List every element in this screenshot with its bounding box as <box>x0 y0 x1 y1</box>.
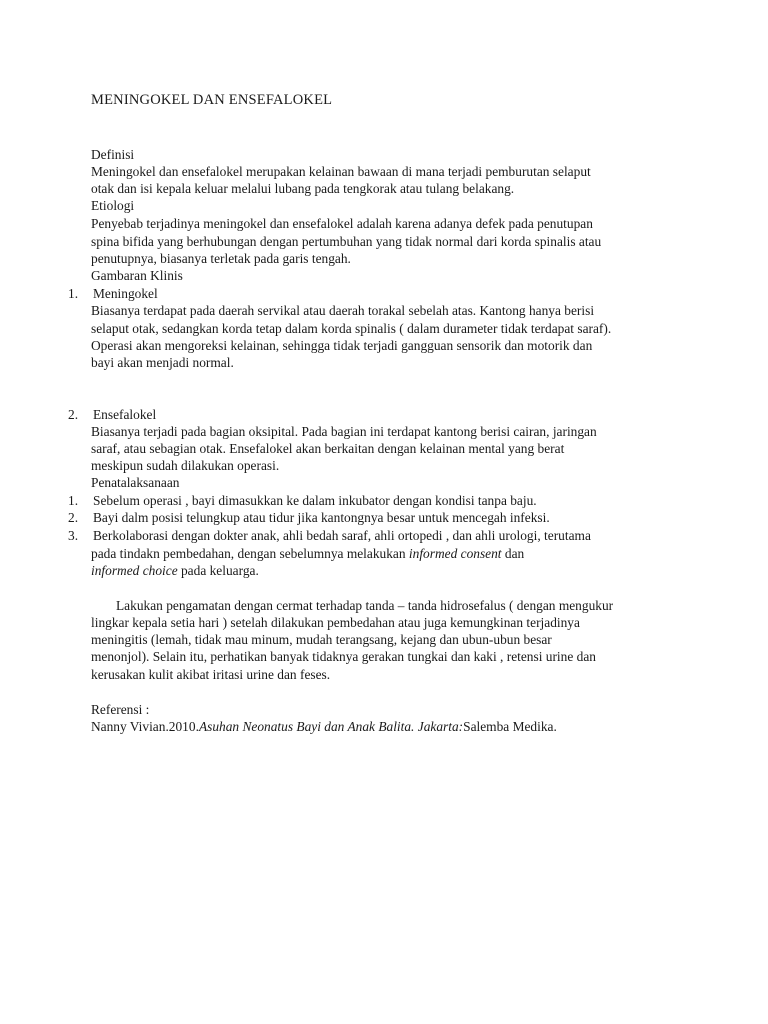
referensi-heading: Referensi : <box>91 702 150 717</box>
ensefalokel-line: saraf, atau sebagian otak. Ensefalokel akan berkaitan dengan kelainan mental yang berat <box>91 441 565 456</box>
penatalaksanaan-item-cont <box>91 545 524 562</box>
meningokel-title: Meningokel <box>93 286 158 301</box>
penatalaksanaan-item-cont <box>91 562 259 579</box>
penatalaksanaan-item: Sebelum operasi , bayi dimasukkan ke dalam inkubator dengan kondisi tanpa baju. <box>93 493 537 508</box>
ensefalokel-line: meskipun sudah dilakukan operasi. <box>91 458 280 473</box>
reference-book-title: Asuhan Neonatus Bayi dan Anak Balita. Jakarta: <box>198 719 464 734</box>
list-number: 2. <box>68 510 79 525</box>
definisi-line: Meningokel dan ensefalokel merupakan kelainan bawaan di mana terjadi pemburutan selaput <box>91 164 591 179</box>
list-number: 1. <box>68 493 79 508</box>
list-number: 3. <box>68 528 79 543</box>
ensefalokel-title: Ensefalokel <box>93 407 157 422</box>
meningokel-line: selaput otak, sedangkan korda tetap dalam korda spinalis ( dalam durameter tidak terdapat saraf). <box>91 321 612 336</box>
definisi-line: otak dan isi kepala keluar melalui lubang pada tengkorak atau tulang belakang. <box>91 181 515 196</box>
penatalaksanaan-item: Bayi dalm posisi telungkup atau tidur jika kantongnya besar untuk mencegah infeksi. <box>93 510 550 525</box>
meningokel-line: Biasanya terdapat pada daerah servikal atau daerah torakal sebelah atas. Kantong hanya berisi <box>91 303 595 318</box>
list-number: 2. <box>68 407 79 422</box>
etiologi-line: penutupnya, biasanya terletak pada garis tengah. <box>91 251 351 266</box>
informed-consent-term: informed consent <box>408 546 502 561</box>
list-number: 1. <box>68 286 79 301</box>
etiologi-line: Penyebab terjadinya meningokel dan ensefalokel adalah karena adanya defek pada penutupan <box>91 216 593 231</box>
text-run: pada keluarga. <box>177 563 259 578</box>
paragraph-line: menonjol). Selain itu, perhatikan banyak tidaknya gerakan tungkai dan kaki , retensi urine dan <box>91 649 596 664</box>
paragraph-line: lingkar kepala setia hari ) setelah dilakukan pembedahan atau juga kemungkinan terjadinya <box>91 615 580 630</box>
gambaran-heading: Gambaran Klinis <box>91 268 183 283</box>
paragraph-line: kerusakan kulit akibat iritasi urine dan feses. <box>91 667 331 682</box>
reference-author: Nanny Vivian.2010. <box>91 719 199 734</box>
definisi-heading: Definisi <box>91 147 135 162</box>
text-run: dan <box>501 546 525 561</box>
document-title: MENINGOKEL DAN ENSEFALOKEL <box>91 92 333 108</box>
paragraph-line: Lakukan pengamatan dengan cermat terhadap tanda – tanda hidrosefalus ( dengan mengukur <box>116 598 614 613</box>
referensi-entry <box>91 718 557 735</box>
text-run: pada tindakn pembedahan, dengan sebelumnya melakukan <box>91 546 409 561</box>
ensefalokel-line: Biasanya terjadi pada bagian oksipital. Pada bagian ini terdapat kantong berisi cairan, jaringan <box>91 424 597 439</box>
reference-publisher: Salemba Medika. <box>463 719 557 734</box>
etiologi-line: spina bifida yang berhubungan dengan pertumbuhan yang tidak normal dari korda spinalis atau <box>91 234 602 249</box>
penatalaksanaan-heading: Penatalaksanaan <box>91 475 180 490</box>
paragraph-line: meningitis (lemah, tidak mau minum, mudah terangsang, kejang dan ubun-ubun besar <box>91 632 552 647</box>
meningokel-line: bayi akan menjadi normal. <box>91 355 234 370</box>
etiologi-heading: Etiologi <box>91 198 135 213</box>
penatalaksanaan-item: Berkolaborasi dengan dokter anak, ahli bedah saraf, ahli ortopedi , dan ahli urologi, terutama <box>93 528 591 543</box>
informed-choice-term: informed choice <box>91 563 178 578</box>
meningokel-line: Operasi akan mengoreksi kelainan, sehingga tidak terjadi gangguan sensorik dan motorik dan <box>91 338 593 353</box>
